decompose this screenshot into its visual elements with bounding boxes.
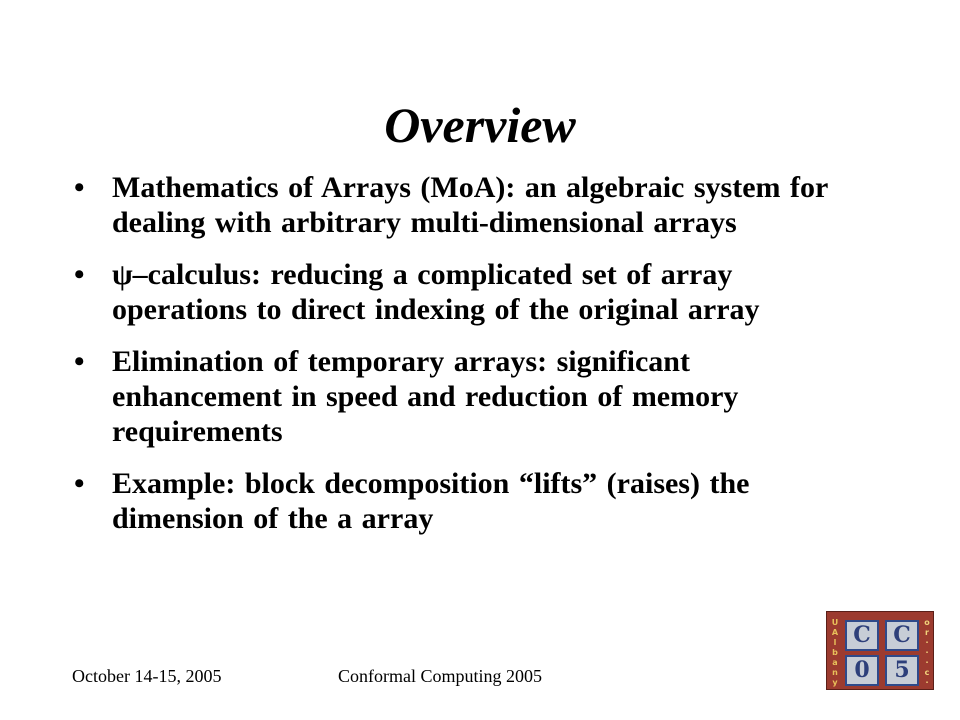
bullet-item	[70, 170, 850, 240]
footer-conference: Conformal Computing 2005	[338, 666, 542, 686]
footer-date: October 14-15, 2005	[72, 666, 222, 686]
bullet-item	[70, 257, 850, 327]
bullet-list	[70, 170, 850, 553]
bullet-dot: •	[74, 345, 85, 378]
bullet-text: ψ–calculus: reducing a complicated set of array operations to direct indexing of the original array	[112, 258, 760, 326]
logo-letter: C	[845, 620, 879, 651]
bullet-text: Example: block decomposition “lifts” (raises) the dimension of the a array	[112, 467, 750, 535]
bullet-text: Elimination of temporary arrays: significant enhancement in speed and reduction of memory requirements	[112, 345, 739, 448]
bullet-dot: •	[74, 171, 85, 204]
bullet-item	[70, 344, 850, 449]
bullet-item	[70, 466, 850, 536]
logo-left-text: U A l b a n y	[831, 618, 839, 687]
conference-logo	[826, 611, 934, 690]
logo-letter: C	[885, 620, 919, 651]
slide-title: Overview	[384, 97, 576, 153]
logo-letter: 0	[845, 655, 879, 686]
logo-right-decoration: o r · · · c ·	[924, 618, 930, 687]
logo-letter: 5	[885, 655, 919, 686]
bullet-dot: •	[74, 467, 85, 500]
bullet-text: Mathematics of Arrays (MoA): an algebraic system for dealing with arbitrary multi-dimensional arrays	[112, 171, 828, 239]
bullet-dot: •	[74, 258, 85, 291]
